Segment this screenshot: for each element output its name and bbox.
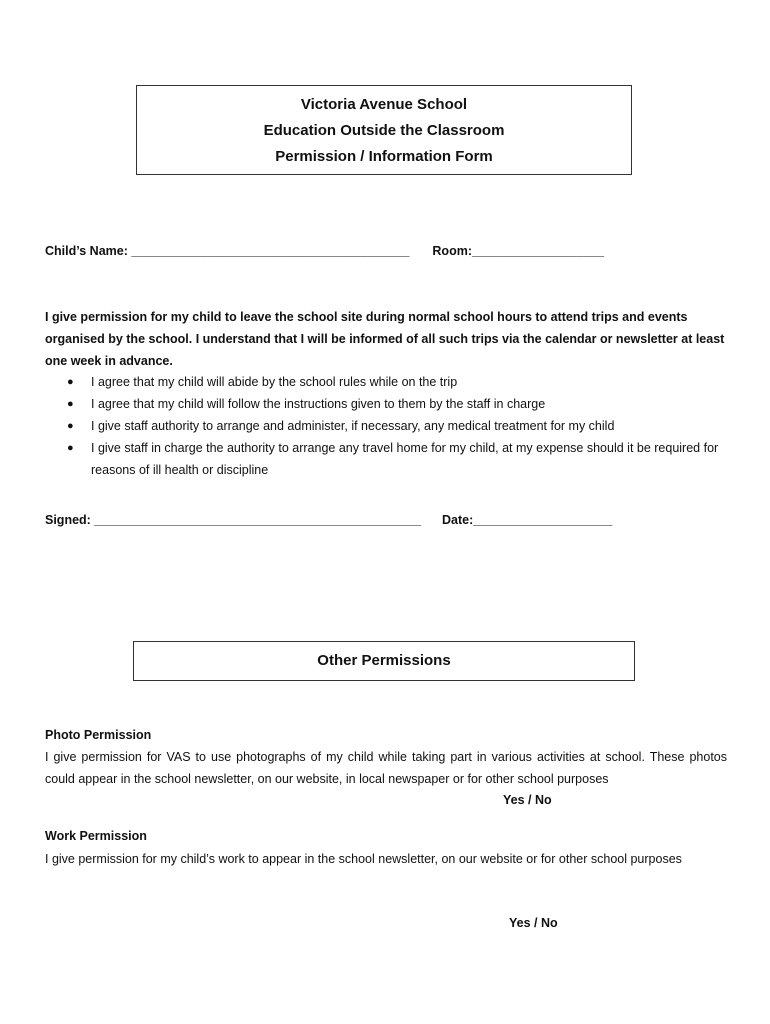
photo-yes-no-choice[interactable]: Yes / No — [503, 793, 552, 807]
signature-row — [45, 513, 612, 527]
other-permissions-title: Other Permissions — [317, 652, 451, 669]
work-permission-text: I give permission for my child’s work to appear in the school newsletter, on our website or for other school purposes — [45, 852, 682, 866]
bullet-icon: ● — [67, 442, 74, 454]
list-item — [60, 393, 728, 415]
form-header-box — [136, 85, 632, 175]
bullet-icon: ● — [67, 376, 74, 388]
work-permission-title: Work Permission — [45, 829, 147, 843]
condition-text: I give staff in charge the authority to arrange any travel home for my child, at my expense should it be required for reasons of ill health or discipline — [91, 441, 719, 477]
condition-text: I agree that my child will abide by the school rules while on the trip — [91, 375, 458, 389]
date-field[interactable]: Date:____________________ — [442, 513, 613, 527]
photo-permission-text: I give permission for VAS to use photographs of my child while taking part in various activities at school. These photos could appear in the school newsletter, on our website, in local newspaper or for other school purposes — [45, 750, 727, 786]
list-item — [60, 415, 728, 437]
work-yes-no-choice[interactable]: Yes / No — [509, 916, 558, 930]
form-title: Permission / Information Form — [275, 148, 493, 165]
school-name: Victoria Avenue School — [300, 96, 468, 113]
form-subtitle: Education Outside the Classroom — [263, 122, 505, 139]
child-details-row — [45, 244, 604, 258]
child-name-field[interactable]: Child’s Name: ________________________________________ — [45, 244, 410, 258]
signed-field[interactable]: Signed: _______________________________________________ — [45, 513, 422, 527]
list-item — [60, 371, 728, 393]
condition-text: I give staff authority to arrange and administer, if necessary, any medical treatment for my child — [91, 419, 615, 433]
conditions-list — [60, 371, 728, 481]
bullet-icon: ● — [67, 398, 74, 410]
other-permissions-box — [133, 641, 635, 681]
condition-text: I agree that my child will follow the instructions given to them by the staff in charge — [91, 397, 546, 411]
bullet-icon: ● — [67, 420, 74, 432]
list-item — [60, 437, 728, 481]
room-field[interactable]: Room:___________________ — [432, 244, 605, 258]
permission-statement: I give permission for my child to leave the school site during normal school hours to attend trips and events organised by the school. I understand that I will be informed of all such trips via the calendar or newsletter at least one week in advance. — [45, 310, 725, 368]
photo-permission-title: Photo Permission — [45, 728, 152, 742]
